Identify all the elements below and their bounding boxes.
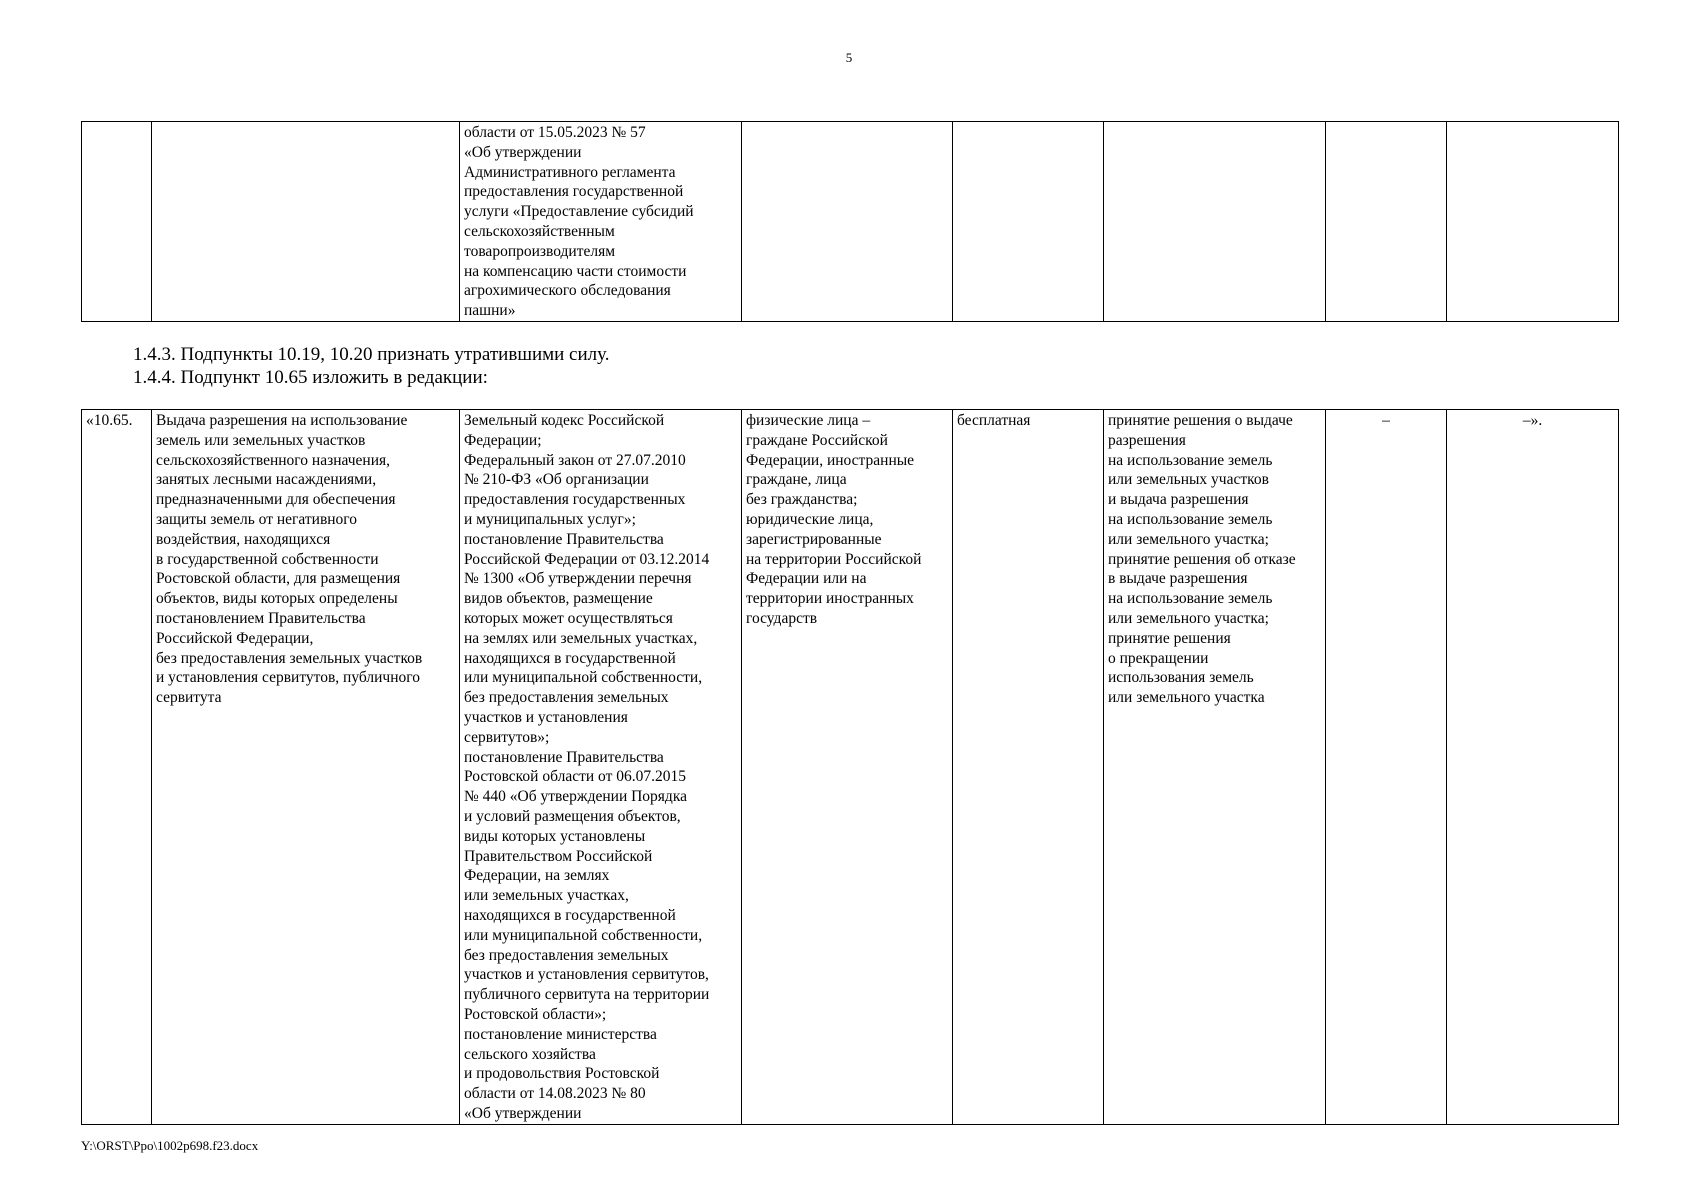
page-number: 5 [845, 50, 853, 65]
table-row [82, 122, 1619, 322]
cell-service-name [152, 122, 460, 322]
table-row [82, 410, 1619, 1125]
cell-service-name: Выдача разрешения на использование земель или земельных участков сельскохозяйственного назначения, занятых лесными насаждениями, предназначенными для обеспечения защиты земель от негативного воздействия, находящихся в государственной собственности Ростовской области, для размещения объектов, виды которых определены постановлением Правительства Российской Федерации, без предоставления земельных участков и установления сервитутов, публичного сервитута [152, 410, 460, 1125]
item-10-65-table [81, 409, 1619, 1125]
cell-col7: – [1326, 410, 1447, 1125]
cell-number: «10.65. [82, 410, 152, 1125]
cell-applicants [742, 122, 953, 322]
cell-legal-basis: области от 15.05.2023 № 57 «Об утверждении Административного регламента предоставления государственной услуги «Предоставление субсидий сельскохозяйственным товаропроизводителям на компенсацию части стоимости агрохимического обследования пашни» [460, 122, 742, 322]
paragraph-1-4-4: 1.4.4. Подпункт 10.65 изложить в редакции: [133, 367, 488, 388]
cell-number [82, 122, 152, 322]
paragraph-1-4-3: 1.4.3. Подпункты 10.19, 10.20 признать утратившими силу. [133, 344, 610, 365]
cell-fee [953, 122, 1104, 322]
cell-result [1104, 122, 1326, 322]
cell-fee: бесплатная [953, 410, 1104, 1125]
footer-file-path: Y:\ORST\Ppo\1002p698.f23.docx [81, 1138, 259, 1153]
cell-result: принятие решения о выдаче разрешения на использование земель или земельных участков и выдача разрешения на использование земель или земельного участка; принятие решения об отказе в выдаче разрешения на использование земель или земельного участка; принятие решения о прекращении использования земель или земельного участка [1104, 410, 1326, 1125]
cell-col8 [1447, 122, 1619, 322]
continued-table [81, 121, 1619, 322]
cell-col8: –». [1447, 410, 1619, 1125]
cell-legal-basis: Земельный кодекс Российской Федерации; Федеральный закон от 27.07.2010 № 210-ФЗ «Об организации предоставления государственных и муниципальных услуг»; постановление Правительства Российской Федерации от 03.12.2014 № 1300 «Об утверждении перечня видов объектов, размещение которых может осуществляться на землях или земельных участках, находящихся в государственной или муниципальной собственности, без предоставления земельных участков и установления сервитутов»; постановление Правительства Ростовской области от 06.07.2015 № 440 «Об утверждении Порядка и условий размещения объектов, виды которых установлены Правительством Российской Федерации, на землях или земельных участках, находящихся в государственной или муниципальной собственности, без предоставления земельных участков и установления сервитутов, публичного сервитута на территории Ростовской области»; постановление министерства сельского хозяйства и продовольствия Ростовской области от 14.08.2023 № 80 «Об утверждении [460, 410, 742, 1125]
cell-applicants: физические лица – граждане Российской Федерации, иностранные граждане, лица без гражданства; юридические лица, зарегистрированные на территории Российской Федерации или на территории иностранных государств [742, 410, 953, 1125]
cell-col7 [1326, 122, 1447, 322]
